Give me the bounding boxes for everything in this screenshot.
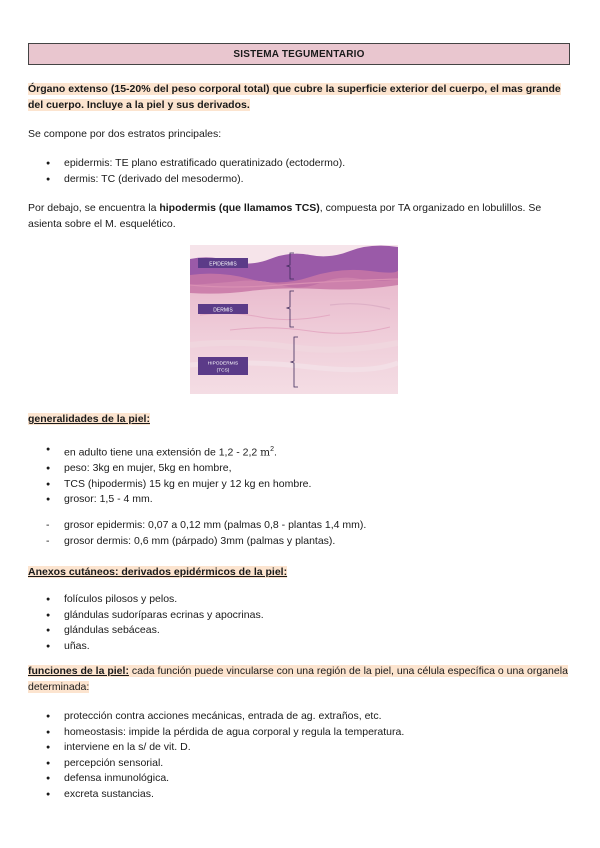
extension-end: . [274, 446, 277, 459]
compose-text: Se compone por dos estratos principales: [28, 128, 222, 140]
extension-unit: m [260, 446, 271, 459]
histology-svg [190, 245, 398, 394]
hypodermis-bold: hipodermis (que llamamos TCS) [159, 202, 320, 214]
general-heading [28, 412, 574, 428]
extension-text: en adulto tiene una extensión de 1,2 - 2,2 [64, 446, 261, 459]
list-item: - grosor dermis: 0,6 mm (párpado) 3mm (palmas y plantas). [28, 534, 568, 550]
list-item: ● grosor: 1,5 - 4 mm. [28, 492, 568, 508]
list-item [28, 442, 568, 461]
list-item: ● dermis: TC (derivado del mesodermo). [28, 172, 568, 188]
label-hypodermis: HIPODERMIS [207, 361, 239, 367]
label-epidermis: EPIDERMIS [209, 261, 237, 268]
hypodermis-paragraph [28, 201, 574, 232]
funciones-list [28, 709, 568, 802]
list-item: ● protección contra acciones mecánicas, entrada de ag. extraños, etc. [28, 709, 568, 725]
thickness-list [28, 518, 568, 549]
intro-paragraph [28, 82, 574, 113]
list-item: ● percepción sensorial. [28, 756, 568, 772]
intro-text: Órgano extenso (15-20% del peso corporal total) que cubre la superficie exterior del cuerpo, el mas grande del cuerpo. Incluye a la piel y sus derivados. [28, 83, 561, 111]
extension-exponent: 2 [270, 446, 275, 453]
list-item: ● excreta sustancias. [28, 787, 568, 803]
list-item: ● interviene en la s/ de vit. D. [28, 740, 568, 756]
strata-list [28, 156, 568, 187]
list-item: ● defensa inmunológica. [28, 771, 568, 787]
list-item: ● epidermis: TE plano estratificado queratinizado (ectodermo). [28, 156, 568, 172]
list-item: ● homeostasis: impide la pérdida de agua corporal y regula la temperatura. [28, 725, 568, 741]
skin-histology-image [190, 245, 398, 394]
general-list [28, 442, 568, 508]
list-item: ● folículos pilosos y pelos. [28, 592, 568, 608]
list-item: ● TCS (hipodermis) 15 kg en mujer y 12 kg en hombre. [28, 477, 568, 493]
funciones-text: cada función puede vincularse con una región de la piel, una célula específica o una organela determinada: [28, 665, 568, 693]
funciones-heading: funciones de la piel: [28, 665, 129, 677]
anexos-list [28, 592, 568, 654]
label-dermis: DERMIS [213, 307, 233, 314]
label-tcs: (TCS) [216, 368, 230, 374]
list-item: ● glándulas sudoríparas ecrinas y apocrinas. [28, 608, 568, 624]
general-heading-text: generalidades de la piel: [28, 413, 150, 425]
list-item: ● uñas. [28, 639, 568, 655]
hypodermis-post: , compuesta por TA organizado en lobulillos. Se asienta sobre el M. esquelético. [28, 202, 542, 230]
list-item: - grosor epidermis: 0,07 a 0,12 mm (palmas 0,8 - plantas 1,4 mm). [28, 518, 568, 534]
list-item: ● peso: 3kg en mujer, 5kg en hombre, [28, 461, 568, 477]
anexos-heading [28, 565, 574, 581]
list-item: ● glándulas sebáceas. [28, 623, 568, 639]
hypodermis-pre: Por debajo, se encuentra la [28, 202, 160, 214]
page-title: SISTEMA TEGUMENTARIO [28, 43, 570, 65]
anexos-heading-text: Anexos cutáneos: derivados epidérmicos de la piel: [28, 566, 288, 578]
funciones-paragraph [28, 664, 574, 695]
